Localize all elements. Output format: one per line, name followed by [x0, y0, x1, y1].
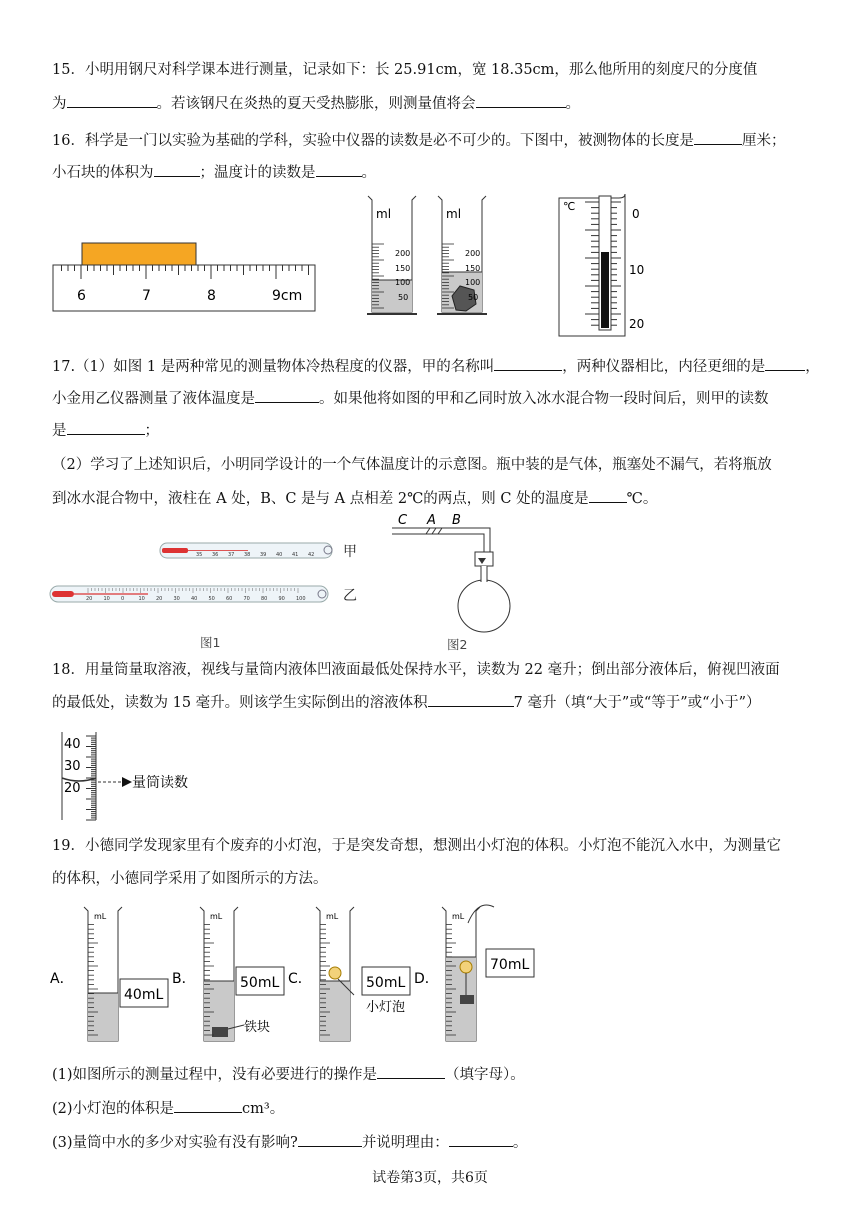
svg-text:mL: mL [94, 912, 107, 921]
svg-text:37: 37 [228, 552, 235, 558]
svg-text:0: 0 [121, 596, 125, 602]
lab-thermometer [50, 586, 328, 602]
svg-text:150: 150 [395, 264, 411, 273]
svg-text:42: 42 [308, 552, 315, 558]
clinical-thermometer [160, 543, 332, 558]
svg-text:100: 100 [296, 596, 306, 602]
svg-text:10: 10 [138, 596, 145, 602]
reading-label: 量筒读数 [132, 775, 188, 791]
svg-text:30: 30 [173, 596, 180, 602]
reading-label: 40mL [124, 987, 164, 1003]
q15-line1: 15．小明用钢尺对科学课本进行测量，记录如下：长 25.91cm，宽 18.35cm，那么他所用的刻度尺的分度值 [52, 62, 758, 78]
q17-line5: 到冰水混合物中，液柱在 A 处，B、C 是与 A 点相差 2℃的两点，则 C 处的温度是 ℃。 [52, 488, 657, 509]
svg-text:20: 20 [64, 781, 81, 796]
q18-line1: 18．用量筒量取溶液，视线与量筒内液体凹液面最低处保持水平，读数为 22 毫升；倒出部分液体后，俯视凹液面 [52, 662, 780, 678]
ruler-tick-label: 6 [77, 288, 86, 304]
bulb-icon [460, 961, 472, 973]
q19-line2: 的体积，小德同学采用了如图所示的方法。 [52, 871, 328, 887]
q19-sub3: (3)量筒中水的多少对实验有没有影响? 并说明理由： 。 [52, 1132, 527, 1153]
svg-text:10: 10 [629, 263, 645, 277]
ruler-tick-label: 7 [142, 288, 151, 304]
answer-blank[interactable] [494, 356, 562, 371]
svg-text:30: 30 [64, 759, 81, 774]
ruler-tick-label: 8 [207, 288, 216, 304]
cylinder-left [367, 196, 417, 314]
answer-blank[interactable] [476, 93, 566, 108]
q17-line3: 是 ； [52, 420, 159, 441]
svg-text:B．: B． [172, 971, 196, 987]
svg-text:mL: mL [210, 912, 223, 921]
q17-line1: 17.（1）如图 1 是两种常见的测量物体冷热程度的仪器，甲的名称叫 ，两种仪器相比，内径更细的是 ， [52, 356, 820, 377]
svg-text:41: 41 [292, 552, 299, 558]
q19-sub1: (1)如图所示的测量过程中，没有必要进行的操作是 （填字母）。 [52, 1064, 525, 1085]
answer-blank[interactable] [589, 488, 627, 503]
svg-text:80: 80 [261, 596, 268, 602]
answer-blank[interactable] [255, 388, 319, 403]
svg-text:mL: mL [452, 912, 465, 921]
cylinder-d [414, 905, 534, 1041]
answer-blank[interactable] [67, 93, 157, 108]
svg-text:℃: ℃ [563, 200, 576, 213]
svg-text:200: 200 [395, 249, 411, 258]
answer-blank[interactable] [449, 1132, 513, 1147]
svg-text:100: 100 [465, 278, 481, 287]
q19-sub2: (2)小灯泡的体积是 cm³。 [52, 1098, 284, 1119]
svg-text:40: 40 [64, 737, 81, 752]
svg-text:90: 90 [278, 596, 285, 602]
svg-text:60: 60 [226, 596, 233, 602]
svg-text:D．: D． [414, 971, 439, 987]
svg-text:50: 50 [468, 293, 479, 302]
svg-text:B: B [452, 513, 461, 528]
svg-text:A．: A． [50, 971, 74, 987]
figure-1-thermometers [48, 534, 368, 652]
ruler-figure [50, 238, 320, 314]
answer-blank[interactable] [694, 130, 742, 145]
answer-blank[interactable] [174, 1098, 242, 1113]
svg-text:ml: ml [376, 207, 392, 221]
answer-blank[interactable] [154, 162, 200, 177]
cylinder-c [288, 907, 410, 1041]
q19-figures [48, 903, 548, 1047]
svg-text:38: 38 [244, 552, 251, 558]
thermometer-figure [555, 192, 660, 338]
figure-2-gas-thermometer [390, 510, 530, 652]
q17-line4: （2）学习了上述知识后，小明同学设计的一个气体温度计的示意图。瓶中装的是气体，瓶塞处不漏气，若将瓶放 [52, 457, 772, 473]
svg-text:20: 20 [156, 596, 163, 602]
svg-text:C．: C． [288, 971, 312, 987]
reading-label: 50mL [240, 975, 280, 991]
svg-text:20: 20 [86, 596, 93, 602]
page-footer: 试卷第3页，共6页 [372, 1170, 488, 1186]
answer-blank[interactable] [316, 162, 362, 177]
svg-text:150: 150 [465, 264, 481, 273]
svg-text:40: 40 [276, 552, 283, 558]
svg-text:C: C [398, 513, 408, 528]
iron-block-icon [212, 1027, 228, 1037]
reading-label: 70mL [490, 957, 530, 973]
svg-text:A: A [427, 513, 436, 528]
iron-block-icon [460, 995, 474, 1004]
ruler-tick-label: 9cm [272, 288, 303, 304]
svg-text:20: 20 [629, 317, 645, 331]
cylinder-a [50, 907, 168, 1041]
svg-text:35: 35 [196, 552, 203, 558]
cylinder-right [437, 196, 487, 314]
svg-text:100: 100 [395, 278, 411, 287]
label-jia: 甲 [343, 544, 357, 560]
eye-icon [122, 777, 132, 787]
cylinder-pair-figure [362, 192, 502, 324]
q18-cylinder-reading [58, 730, 228, 822]
reading-label: 50mL [366, 975, 406, 991]
svg-text:50: 50 [398, 293, 409, 302]
svg-text:70: 70 [243, 596, 250, 602]
q17-line2: 小金用乙仪器测量了液体温度是 。如果他将如图的甲和乙同时放入冰水混合物一段时间后，则甲的读数 [52, 388, 769, 409]
q18-line2: 的最低处，读数为 15 毫升。则该学生实际倒出的溶液体积 7 毫升（填“大于”或“等于”或“小于”） [52, 692, 760, 713]
q19-line1: 19．小德同学发现家里有个废弃的小灯泡，于是突发奇想，想测出小灯泡的体积。小灯泡不能沉入水中，为测量它 [52, 838, 781, 854]
svg-text:200: 200 [465, 249, 481, 258]
svg-text:0: 0 [632, 207, 640, 221]
note-label: 铁块 [244, 1020, 271, 1035]
answer-blank[interactable] [377, 1064, 445, 1079]
svg-text:36: 36 [212, 552, 219, 558]
bulb-icon [329, 967, 341, 979]
mercury-column [601, 252, 609, 328]
figure-1-caption: 图1 [200, 635, 221, 650]
answer-blank[interactable] [67, 420, 145, 435]
svg-text:10: 10 [103, 596, 110, 602]
svg-text:40: 40 [191, 596, 198, 602]
answer-blank[interactable] [765, 356, 805, 371]
q15-line2: 为 。若该钢尺在炎热的夏天受热膨胀，则测量值将会 。 [52, 93, 580, 114]
figure-2-caption: 图2 [447, 637, 468, 652]
svg-text:50: 50 [208, 596, 215, 602]
answer-blank[interactable] [428, 692, 514, 707]
q16-line2: 小石块的体积为 ；温度计的读数是 。 [52, 162, 376, 183]
q16-line1: 16．科学是一门以实验为基础的学科，实验中仪器的读数是必不可少的。下图中，被测物体的长度是 厘米； [52, 130, 785, 151]
svg-text:39: 39 [260, 552, 267, 558]
answer-blank[interactable] [298, 1132, 362, 1147]
svg-text:ml: ml [446, 207, 462, 221]
note-label: 小灯泡 [366, 1000, 406, 1015]
cylinder-b [172, 907, 284, 1041]
svg-text:mL: mL [326, 912, 339, 921]
label-yi: 乙 [343, 588, 357, 604]
